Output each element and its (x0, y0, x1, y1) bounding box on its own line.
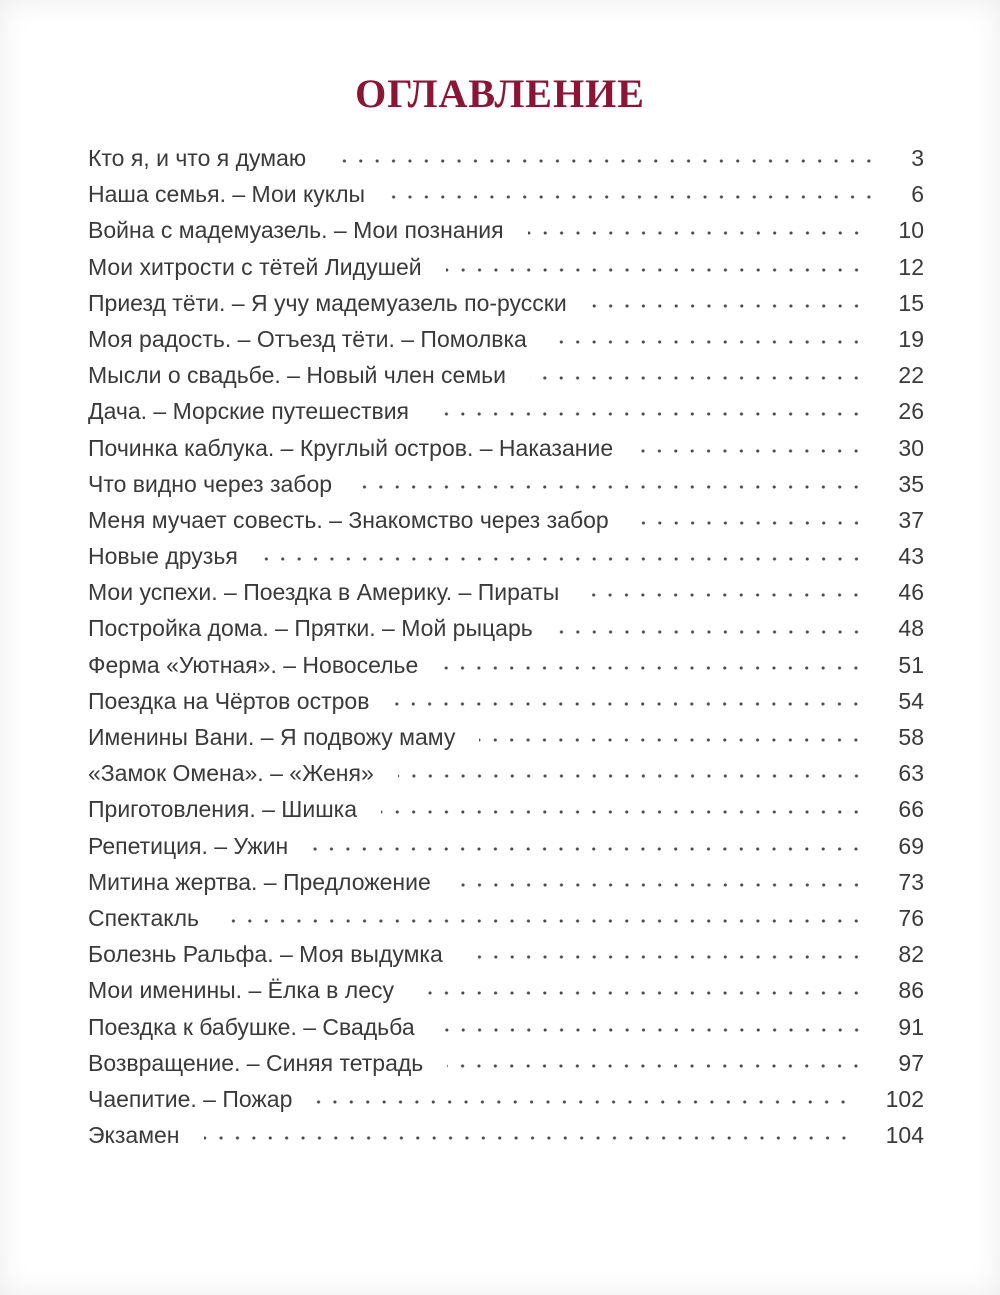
dot-leader (389, 194, 877, 200)
toc-entry-title: Меня мучает совесть. – Знакомство через забор (88, 506, 609, 533)
toc-entry[interactable] (88, 647, 924, 683)
toc-entry-title: Митина жертва. – Предложение (88, 868, 431, 895)
toc-entry-title: Чаепитие. – Пожар (88, 1085, 293, 1112)
dot-leader (530, 375, 864, 381)
toc-entry[interactable] (88, 321, 924, 357)
dot-leader (330, 158, 877, 164)
dot-leader (439, 1027, 865, 1033)
dot-leader (528, 230, 865, 236)
toc-entry-page-number: 91 (898, 1013, 924, 1040)
toc-entry-page-number: 76 (898, 904, 924, 931)
dot-leader (583, 592, 864, 598)
dot-leader (557, 629, 865, 635)
dot-leader (393, 701, 864, 707)
toc-entry[interactable] (88, 502, 924, 538)
toc-entry-page-number: 58 (898, 724, 924, 750)
toc-entry-page-number: 12 (898, 253, 924, 280)
toc-entry-title: Поездка к бабушке. – Свадьба (88, 1013, 415, 1040)
toc-entry-title: Моя радость. – Отъезд тёти. – Помолвка (88, 325, 527, 352)
toc-entry-title: Поездка на Чёртов остров (88, 687, 370, 714)
table-of-contents (88, 140, 924, 1153)
dot-leader (223, 918, 864, 924)
toc-entry-title: Экзамен (88, 1122, 180, 1149)
page-title: ОГЛАВЛЕНИЕ (355, 71, 645, 116)
dot-leader (637, 448, 864, 454)
toc-entry[interactable] (88, 140, 924, 176)
dot-leader (398, 773, 865, 779)
toc-entry[interactable] (88, 212, 924, 248)
toc-entry[interactable] (88, 430, 924, 466)
toc-entry[interactable] (88, 683, 924, 719)
toc-entry-page-number: 54 (898, 687, 924, 714)
toc-entry-title: Приготовления. – Шишка (88, 796, 358, 823)
toc-entry[interactable] (88, 610, 924, 646)
toc-entry[interactable] (88, 466, 924, 502)
toc-entry-page-number: 35 (898, 470, 924, 497)
toc-entry-title: Война с мадемуазель. – Мои познания (88, 217, 504, 244)
toc-entry-page-number: 3 (911, 145, 924, 171)
toc-entry[interactable] (88, 900, 924, 936)
toc-entry-title: Возвращение. – Синяя тетрадь (88, 1049, 424, 1076)
toc-entry[interactable] (88, 828, 924, 864)
toc-entry[interactable] (88, 393, 924, 429)
toc-entry-title: Постройка дома. – Прятки. – Мой рыцарь (88, 615, 533, 642)
dot-leader (316, 1099, 851, 1105)
toc-entry[interactable] (88, 936, 924, 972)
toc-entry-title: «Замок Омена». – «Женя» (88, 760, 374, 787)
toc-entry-page-number: 30 (898, 434, 924, 461)
dot-leader (312, 846, 864, 852)
dot-leader (479, 737, 864, 743)
dot-leader (204, 1135, 852, 1141)
dot-leader (446, 267, 865, 273)
dot-leader (262, 556, 865, 562)
toc-entry-title: Новые друзья (88, 543, 238, 570)
toc-entry[interactable] (88, 1117, 924, 1153)
toc-entry-page-number: 51 (898, 651, 924, 678)
dot-leader (633, 520, 865, 526)
toc-entry[interactable] (88, 249, 924, 285)
toc-entry-page-number: 46 (898, 579, 924, 606)
dot-leader (467, 954, 865, 960)
toc-entry-title: Именины Вани. – Я подвожу маму (88, 724, 456, 750)
toc-entry-page-number: 66 (898, 796, 924, 823)
toc-entry[interactable] (88, 357, 924, 393)
toc-entry-page-number: 6 (911, 181, 924, 208)
toc-entry-title: Мои хитрости с тётей Лидушей (88, 253, 422, 280)
dot-leader (418, 990, 864, 996)
toc-entry-title: Что видно через забор (88, 470, 333, 497)
toc-entry-page-number: 86 (898, 977, 924, 1004)
toc-entry-page-number: 15 (898, 289, 924, 316)
dot-leader (591, 303, 865, 309)
toc-entry-page-number: 19 (898, 325, 924, 352)
toc-entry-title: Починка каблука. – Круглый остров. – Наказание (88, 434, 614, 461)
dot-leader (447, 1063, 864, 1069)
toc-entry-title: Дача. – Морские путешествия (88, 398, 410, 425)
toc-entry-title: Мои успехи. – Поездка в Америку. – Пираты (88, 579, 560, 606)
dot-leader (551, 339, 865, 345)
toc-entry-page-number: 48 (898, 615, 924, 642)
toc-entry-title: Кто я, и что я думаю (88, 145, 307, 171)
toc-entry-page-number: 22 (898, 362, 924, 389)
toc-entry-title: Приезд тёти. – Я учу мадемуазель по-русски (88, 289, 567, 316)
toc-entry-page-number: 69 (898, 832, 924, 859)
toc-entry-page-number: 97 (898, 1049, 924, 1076)
toc-entry[interactable] (88, 1081, 924, 1117)
toc-entry[interactable] (88, 791, 924, 827)
toc-entry-page-number: 102 (885, 1085, 924, 1112)
dot-leader (381, 809, 864, 815)
toc-entry-page-number: 104 (885, 1122, 924, 1149)
toc-entry[interactable] (88, 285, 924, 321)
toc-entry[interactable] (88, 176, 924, 212)
toc-entry-page-number: 37 (898, 506, 924, 533)
dot-leader (433, 411, 864, 417)
toc-entry-page-number: 43 (898, 543, 924, 570)
toc-entry-page-number: 10 (898, 217, 924, 244)
toc-entry-page-number: 82 (898, 941, 924, 968)
dot-leader (356, 484, 864, 490)
toc-entry[interactable] (88, 1045, 924, 1081)
toc-entry-title: Мои именины. – Ёлка в лесу (88, 977, 394, 1004)
toc-entry[interactable] (88, 1009, 924, 1045)
toc-entry[interactable] (88, 755, 924, 791)
toc-entry-page-number: 73 (898, 868, 924, 895)
toc-entry[interactable] (88, 719, 924, 755)
dot-leader (442, 665, 864, 671)
toc-entry-title: Ферма «Уютная». – Новоселье (88, 651, 419, 678)
toc-entry-title: Наша семья. – Мои куклы (88, 181, 366, 208)
toc-entry-page-number: 63 (898, 760, 924, 787)
toc-entry-page-number: 26 (898, 398, 924, 425)
dot-leader (455, 882, 865, 888)
toc-entry[interactable] (88, 972, 924, 1008)
toc-entry-title: Мысли о свадьбе. – Новый член семьи (88, 362, 506, 389)
toc-entry-title: Спектакль (88, 904, 199, 931)
toc-entry[interactable] (88, 864, 924, 900)
toc-entry-title: Болезнь Ральфа. – Моя выдумка (88, 941, 443, 968)
toc-entry-title: Репетиция. – Ужин (88, 832, 289, 859)
toc-entry[interactable] (88, 538, 924, 574)
toc-entry[interactable] (88, 574, 924, 610)
